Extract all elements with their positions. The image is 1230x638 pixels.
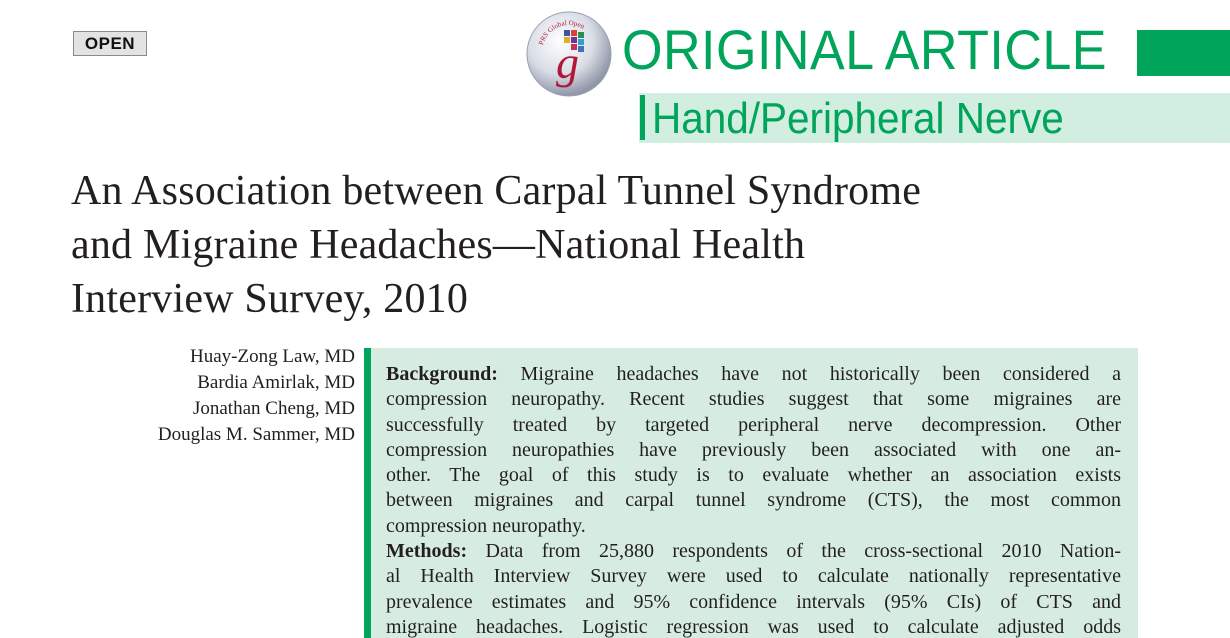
author-name: Bardia Amirlak, MD xyxy=(197,372,355,393)
author-name: Huay-Zong Law, MD xyxy=(190,346,355,367)
title-line: Interview Survey, 2010 xyxy=(71,276,469,322)
abstract-box xyxy=(371,348,1138,638)
article-type-accent-bar xyxy=(1137,30,1230,76)
abstract-line: prevalence estimates and 95% confidence intervals (95% CIs) of CTS and xyxy=(386,590,1121,613)
author-name: Jonathan Cheng, MD xyxy=(192,398,355,419)
journal-logo-icon xyxy=(524,8,614,98)
article-type-heading: ORIGINAL ARTICLE xyxy=(622,18,1107,81)
background-label: Background: xyxy=(386,363,498,385)
abstract-line: al Health Interview Survey were used to calculate nationally representative xyxy=(386,565,1121,588)
abstract-line: migraine headaches. Logistic regression was used to calculate adjusted odds xyxy=(386,615,1121,638)
subject-accent-bar xyxy=(640,95,645,140)
svg-text:g: g xyxy=(556,37,579,88)
svg-text:PRS Global Open: PRS Global Open xyxy=(537,18,586,46)
abstract-line: other. The goal of this study is to evaluate whether an association exists xyxy=(386,464,1121,487)
author-name: Douglas M. Sammer, MD xyxy=(157,424,355,445)
abstract-line: successfully treated by targeted peripheral nerve decompression. Other xyxy=(386,413,1121,436)
abstract-line: compression neuropathy. xyxy=(386,514,586,537)
abstract-accent-bar xyxy=(364,348,371,638)
title-line: An Association between Carpal Tunnel Syndrome xyxy=(71,168,922,214)
open-access-badge: OPEN xyxy=(73,31,147,56)
article-title xyxy=(71,164,1211,326)
subject-category: Hand/Peripheral Nerve xyxy=(652,94,1064,143)
title-line: and Migraine Headaches—National Health xyxy=(71,222,806,268)
abstract-line: Methods: Data from 25,880 respondents of the cross-sectional 2010 Nation- xyxy=(386,540,1122,563)
abstract-line: compression neuropathy. Recent studies suggest that some migraines are xyxy=(386,388,1121,411)
abstract-line: Background: Migraine headaches have not historically been considered a xyxy=(386,363,1122,385)
author-list xyxy=(60,344,355,448)
abstract-line: compression neuropathies have previously been associated with one an- xyxy=(386,438,1121,461)
abstract-text xyxy=(386,362,1121,638)
abstract-line: between migraines and carpal tunnel syndrome (CTS), the most common xyxy=(386,489,1121,512)
methods-label: Methods: xyxy=(386,540,468,563)
